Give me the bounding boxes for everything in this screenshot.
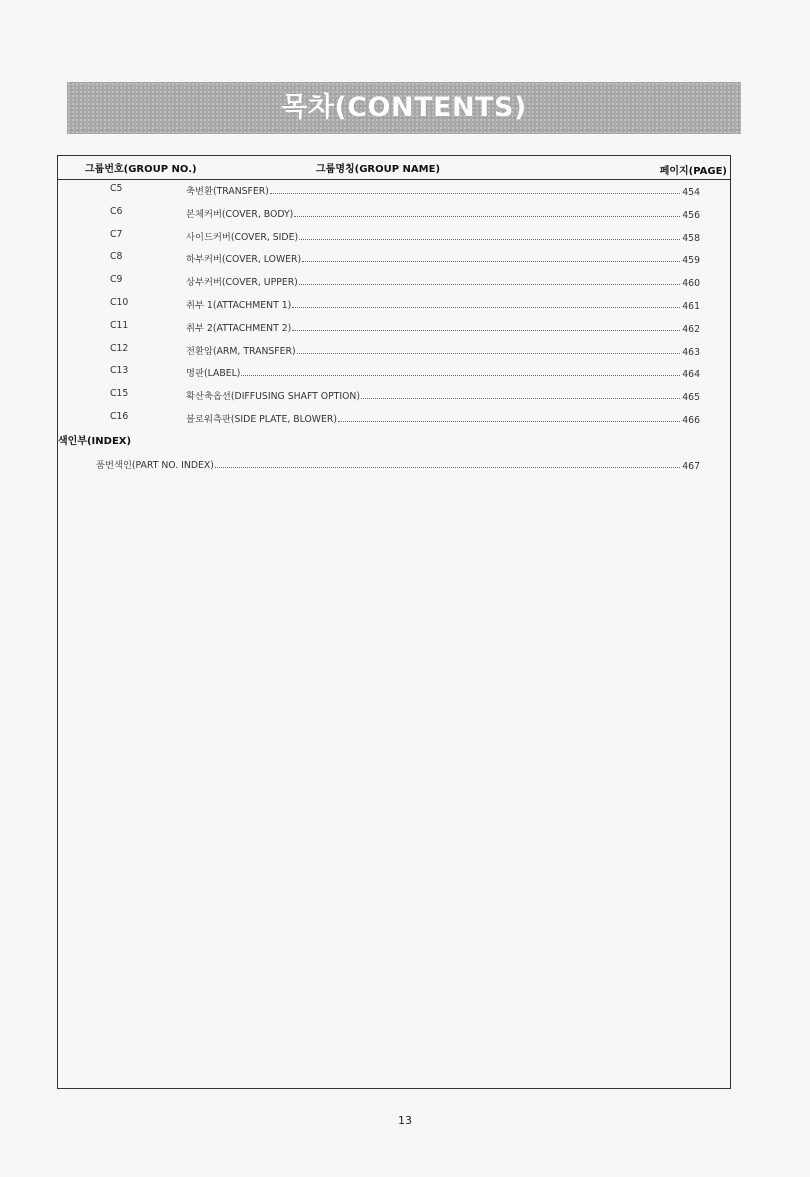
toc-entry[interactable] xyxy=(58,297,730,313)
toc-title-line xyxy=(186,388,680,402)
toc-entry-name: 명판(LABEL) xyxy=(186,368,241,380)
toc-entry-code: C10 xyxy=(110,297,129,308)
dot-leader xyxy=(297,344,680,354)
toc-entry[interactable] xyxy=(58,183,730,199)
toc-entry[interactable] xyxy=(58,365,730,381)
toc-entry-name: 품번색인(PART NO. INDEX) xyxy=(96,460,214,471)
toc-entry[interactable] xyxy=(58,229,730,245)
toc-entry-page: 464 xyxy=(682,369,700,381)
toc-title-line xyxy=(186,229,680,243)
contents-table xyxy=(57,155,731,1089)
toc-title-line xyxy=(186,183,680,197)
toc-entry[interactable] xyxy=(58,206,730,222)
dot-leader xyxy=(299,230,680,240)
toc-entry-name: 상부커버(COVER, UPPER) xyxy=(186,277,298,289)
toc-title-line xyxy=(186,411,680,425)
header-group-name: 그룹명칭(GROUP NAME) xyxy=(316,164,441,175)
toc-entry-index[interactable] xyxy=(58,457,730,473)
dot-leader xyxy=(338,412,680,422)
toc-entry-code: C15 xyxy=(110,388,129,400)
toc-entry-code: C7 xyxy=(110,228,123,240)
toc-entry-page: 459 xyxy=(682,255,700,267)
index-section-heading: 색인부(INDEX) xyxy=(58,436,132,447)
toc-title-line xyxy=(96,457,680,471)
dot-leader xyxy=(302,252,680,262)
toc-entry-name: 취부 1(ATTACHMENT 1) xyxy=(186,300,292,311)
toc-title-line xyxy=(186,343,680,357)
toc-entry-page: 461 xyxy=(682,301,700,312)
toc-title-line xyxy=(186,365,680,379)
toc-entry[interactable] xyxy=(58,320,730,336)
toc-entry-code: C5 xyxy=(110,183,123,194)
toc-entry-name: 사이드커버(COVER, SIDE) xyxy=(186,231,299,243)
toc-entry-page: 465 xyxy=(682,392,700,404)
toc-entry-code: C12 xyxy=(110,342,129,354)
toc-entry-name: 본체커버(COVER, BODY) xyxy=(186,208,294,220)
header-page: 페이지(PAGE) xyxy=(659,166,727,177)
toc-entry-name: 블로워측판(SIDE PLATE, BLOWER) xyxy=(186,414,337,425)
toc-entry-code: C6 xyxy=(110,205,123,217)
toc-entry-name: 하부커버(COVER, LOWER) xyxy=(186,254,302,266)
toc-title-line xyxy=(186,251,680,265)
toc-entry-code: C8 xyxy=(110,251,123,263)
toc-entry-code: C16 xyxy=(110,411,129,422)
toc-entry[interactable] xyxy=(58,411,730,427)
toc-entry[interactable] xyxy=(58,251,730,267)
toc-entry-page: 462 xyxy=(682,323,700,335)
toc-entry-page: 456 xyxy=(682,209,700,221)
toc-entry-page: 463 xyxy=(682,346,700,358)
dot-leader xyxy=(361,389,680,399)
toc-entry-page: 467 xyxy=(682,461,700,472)
toc-entry-name: 축변환(TRANSFER) xyxy=(186,186,269,197)
header-group-no: 그룹번호(GROUP NO.) xyxy=(85,164,197,175)
toc-entry-page: 466 xyxy=(682,415,700,426)
toc-entry-name: 전환암(ARM, TRANSFER) xyxy=(186,345,296,357)
toc-entry-name: 확산축옵션(DIFFUSING SHAFT OPTION) xyxy=(186,391,361,403)
table-header xyxy=(58,156,730,180)
title-banner xyxy=(67,82,741,134)
toc-entry-code: C9 xyxy=(110,274,123,286)
dot-leader xyxy=(292,298,680,308)
toc-title-line xyxy=(186,297,680,311)
toc-entry[interactable] xyxy=(58,388,730,404)
toc-title-line xyxy=(186,206,680,220)
toc-entry-code: C13 xyxy=(110,365,129,377)
dot-leader xyxy=(299,275,680,285)
dot-leader xyxy=(270,184,680,194)
toc-entry-page: 460 xyxy=(682,278,700,290)
toc-entry[interactable] xyxy=(58,274,730,290)
toc-entry-page: 454 xyxy=(682,187,700,198)
toc-title-line xyxy=(186,320,680,334)
dot-leader xyxy=(241,366,680,376)
toc-entry-page: 458 xyxy=(682,232,700,244)
toc-title-line xyxy=(186,274,680,288)
toc-entry-name: 취부 2(ATTACHMENT 2) xyxy=(186,322,292,334)
toc-entry-code: C11 xyxy=(110,319,129,331)
dot-leader xyxy=(294,207,680,217)
page-title: 목차(CONTENTS) xyxy=(281,92,527,123)
dot-leader xyxy=(292,321,680,331)
toc-entry[interactable] xyxy=(58,343,730,359)
footer-page-number: 13 xyxy=(398,1114,412,1127)
dot-leader xyxy=(215,458,680,468)
